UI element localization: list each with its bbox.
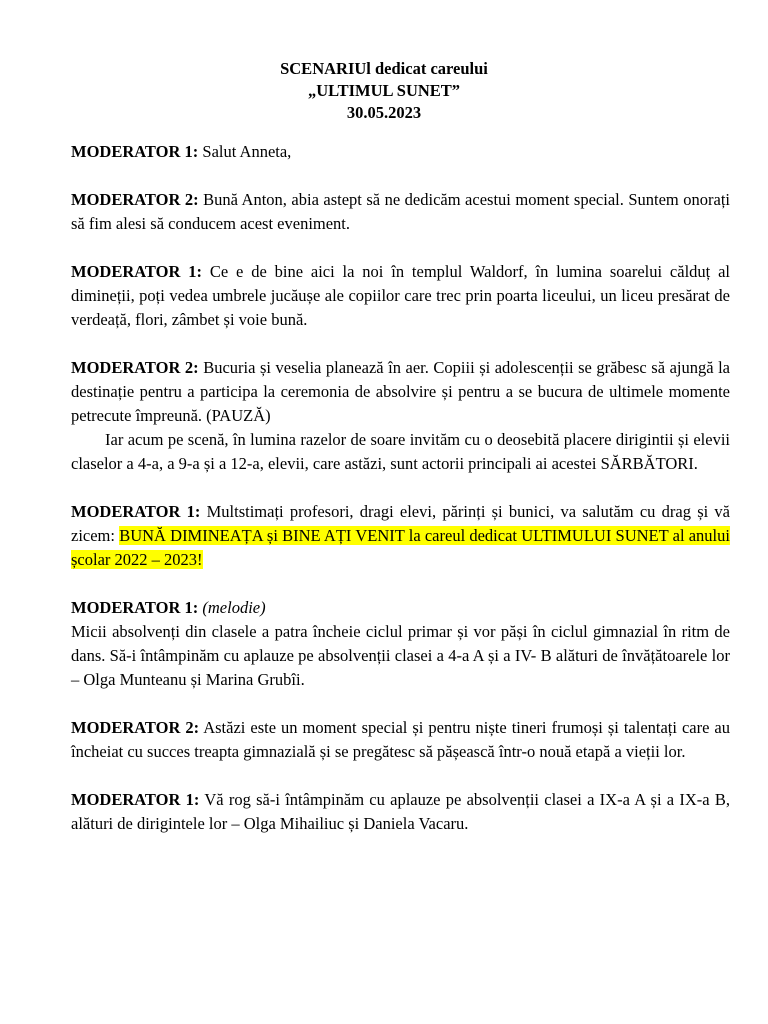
dialogue-text: Bucuria și veselia planează în aer. Copiii și adolescenții se grăbesc să ajungă la destinație pentru a participa la ceremonia de absolvire și pentru a se bucura de ultimele momente petrecute împreună. (PAUZĂ) <box>71 358 730 425</box>
dialogue-paragraph <box>71 788 730 836</box>
dialogue-text: Multstimați profesori, dragi elevi, părinți și bunici, va salutăm cu drag și vă zicem: <box>71 502 731 545</box>
dialogue-paragraph-continued <box>71 428 730 476</box>
document-title <box>0 58 768 124</box>
dialogue-text: Bună Anton, abia astept să ne dedicăm acestui moment special. Suntem onorați să fim alesi să conducem acest eveniment. <box>71 190 730 233</box>
title-date: 30.05.2023 <box>346 103 422 122</box>
dialogue-text: Micii absolvenți din clasele a patra încheie ciclul primar și vor păși în ciclul gimnazial în ritm de dans. Să-i întâmpinăm cu aplauze pe absolvenții clasei a 4-a A și a IV- B alături de învățătoarele lor – Olga Munteanu și Marina Grubîi. <box>71 622 730 689</box>
stage-direction: (melodie) <box>198 598 266 617</box>
title-line-1: SCENARIUl dedicat careului <box>280 59 488 78</box>
dialogue-text: Iar acum pe scenă, în lumina razelor de soare invităm cu o deosebită placere dirigintii și elevii claselor a 4-a, a 9-a și a 12-a, elevii, care astăzi, sunt actorii principali ai acestei SĂRBĂTORI. <box>71 430 730 473</box>
dialogue-paragraph <box>71 596 730 692</box>
dialogue-paragraph <box>71 188 730 236</box>
dialogue-paragraph <box>71 500 730 572</box>
speaker-label: MODERATOR 2: <box>71 190 199 209</box>
speaker-label: MODERATOR 1: <box>71 262 202 281</box>
dialogue-paragraph <box>71 260 730 332</box>
dialogue-text: Ce e de bine aici la noi în templul Waldorf, în lumina soarelui călduț al dimineții, poți vedea umbrele jucăușe ale copiilor care trec prin poarta liceului, un liceu presărat de verdeață, flori, zâmbet și voie bună. <box>71 262 731 329</box>
speaker-label: MODERATOR 1: <box>71 142 199 161</box>
highlighted-greeting: BUNĂ DIMINEAȚA și BINE AȚI VENIT la careul dedicat ULTIMULUI SUNET al anului școlar 2022 – 2023! <box>71 526 730 569</box>
speaker-label: MODERATOR 2: <box>71 718 200 737</box>
dialogue-text: Vă rog să-i întâmpinăm cu aplauze pe absolvenții clasei a IX-a A și a IX-a B, alături de dirigintele lor – Olga Mihailiuc și Daniela Vacaru. <box>71 790 730 833</box>
dialogue-paragraph <box>71 356 730 428</box>
script-body <box>71 140 730 860</box>
dialogue-text: Salut Anneta, <box>198 142 292 161</box>
speaker-label: MODERATOR 2: <box>71 358 199 377</box>
speaker-label: MODERATOR 1: <box>71 790 200 809</box>
title-line-2: „ULTIMUL SUNET” <box>307 81 461 100</box>
dialogue-text: Astăzi este un moment special și pentru niște tineri frumoși și talentați care au încheiat cu succes treapta gimnazială și se pregătesc să pășească într-o nouă etapă a vieții lor. <box>71 718 731 761</box>
dialogue-paragraph <box>71 140 730 164</box>
speaker-label: MODERATOR 1: <box>71 598 199 617</box>
dialogue-paragraph <box>71 716 730 764</box>
speaker-label: MODERATOR 1: <box>71 502 201 521</box>
